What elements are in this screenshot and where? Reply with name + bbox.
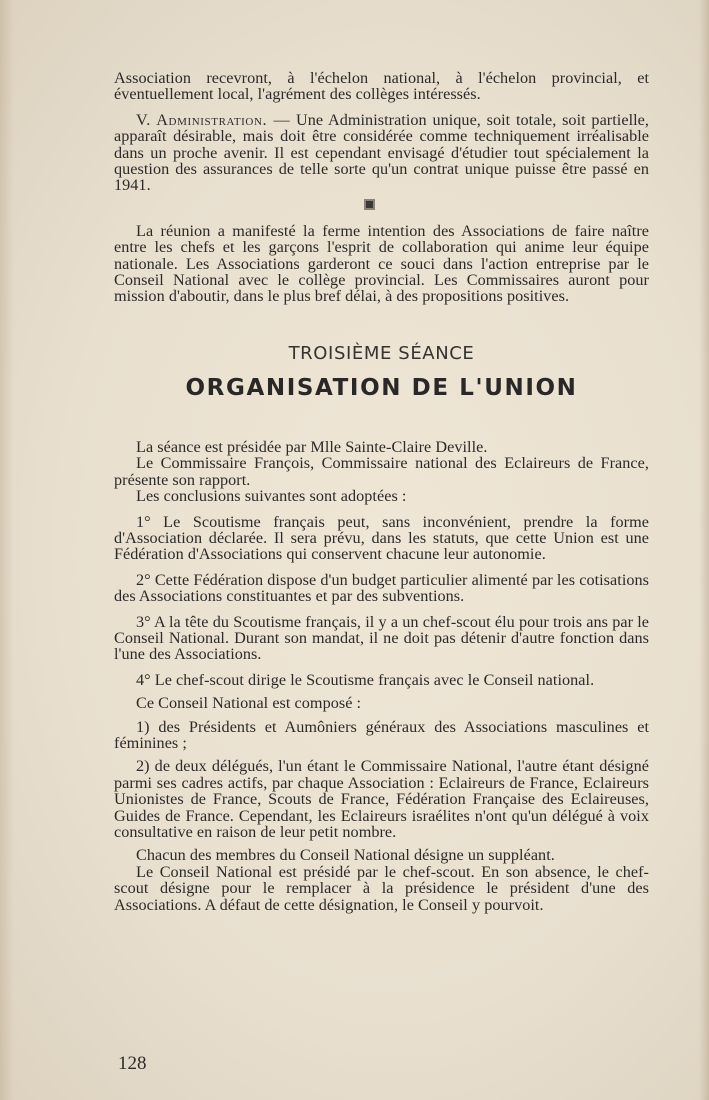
list-item-4: 4° Le chef-scout dirige le Scoutisme français avec le Conseil national. (136, 670, 595, 689)
list-item-2: 2° Cette Fédération dispose d'un budget particulier alimenté par les cotisations des Associations constituantes et par des subventions. (114, 570, 649, 606)
administration-heading: V. Administration. — (136, 110, 291, 129)
administration-body: Une Administration unique, soit totale, soit partielle, apparaît désirable, mais doit être considérée comme techniquement irréalisable dans un proche avenir. Il est cependant envisagé d'étudier tout spécialement la question des assurances de telle sorte qu'un contrat unique puisse être passé en 1941. (114, 110, 649, 195)
paragraph-presidence: La séance est présidée par Mlle Sainte-Claire Deville. (136, 437, 488, 456)
paragraph-administration (114, 112, 649, 194)
paragraph-presidence-conseil: Le Conseil National est présidé par le chef-scout. En son absence, le chef-scout désigne pour le remplacer à la présidence le président d'une des Associations. A défaut de cette désignation, le Conseil y pourvoit. (114, 862, 649, 914)
session-heading: TROISIÈME SÉANCE (288, 342, 475, 364)
section-title: ORGANISATION DE L'UNION (185, 374, 578, 401)
list-item-1: 1° Le Scoutisme français peut, sans inconvénient, prendre la forme d'Association déclarée. Il sera prévu, dans les statuts, que cette Union est une Fédération d'Associations qui conservent chacune leur autonomie. (114, 512, 649, 564)
text-column (114, 70, 649, 913)
council-composition-intro: Ce Conseil National est composé : (136, 694, 362, 713)
page-number: 128 (118, 1053, 147, 1074)
council-sub-item-1: 1) des Présidents et Aumôniers généraux des Associations masculines et féminines ; (114, 717, 649, 752)
paragraph-rapport: Le Commissaire François, Commissaire national des Eclaireurs de France, présente son rapport. (114, 454, 649, 489)
paragraph-reunion: La réunion a manifesté la ferme intention des Associations de faire naître entre les chefs et les garçons l'esprit de collaboration qui anime leur équipe nationale. Les Associations garderont ce souci dans l'action entreprise par le Conseil National avec le collège provincial. Les Commissaires auront pour mission d'aboutir, dans le plus bref délai, à des propositions positives. (114, 221, 649, 306)
paragraph-conclusions: Les conclusions suivantes sont adoptées : (136, 487, 407, 506)
council-sub-item-2: 2) de deux délégués, l'un étant le Commissaire National, l'autre étant désigné parmi ses cadres actifs, par chaque Association : Eclaireurs de France, Eclaireurs Unionistes de France, Scouts de France, Fédération Française des Eclaireuses, Guides de France. Cependant, les Eclaireurs israélites n'ont qu'un délégué à voix consultative en raison de leur petit nombre. (114, 757, 649, 841)
paragraph-suppleant: Chacun des membres du Conseil National désigne un suppléant. (136, 846, 555, 865)
list-item-3: 3° A la tête du Scoutisme français, il y a un chef-scout élu pour trois ans par le Conseil National. Durant son mandat, il ne doit pas détenir d'autre fonction dans l'une des Associations. (114, 612, 649, 664)
section-ornament (114, 197, 649, 211)
paragraph-continuation: Association recevront, à l'échelon national, à l'échelon provincial, et éventuellement local, l'agrément des collèges intéressés. (114, 69, 649, 104)
square-ornament-icon (364, 199, 375, 210)
